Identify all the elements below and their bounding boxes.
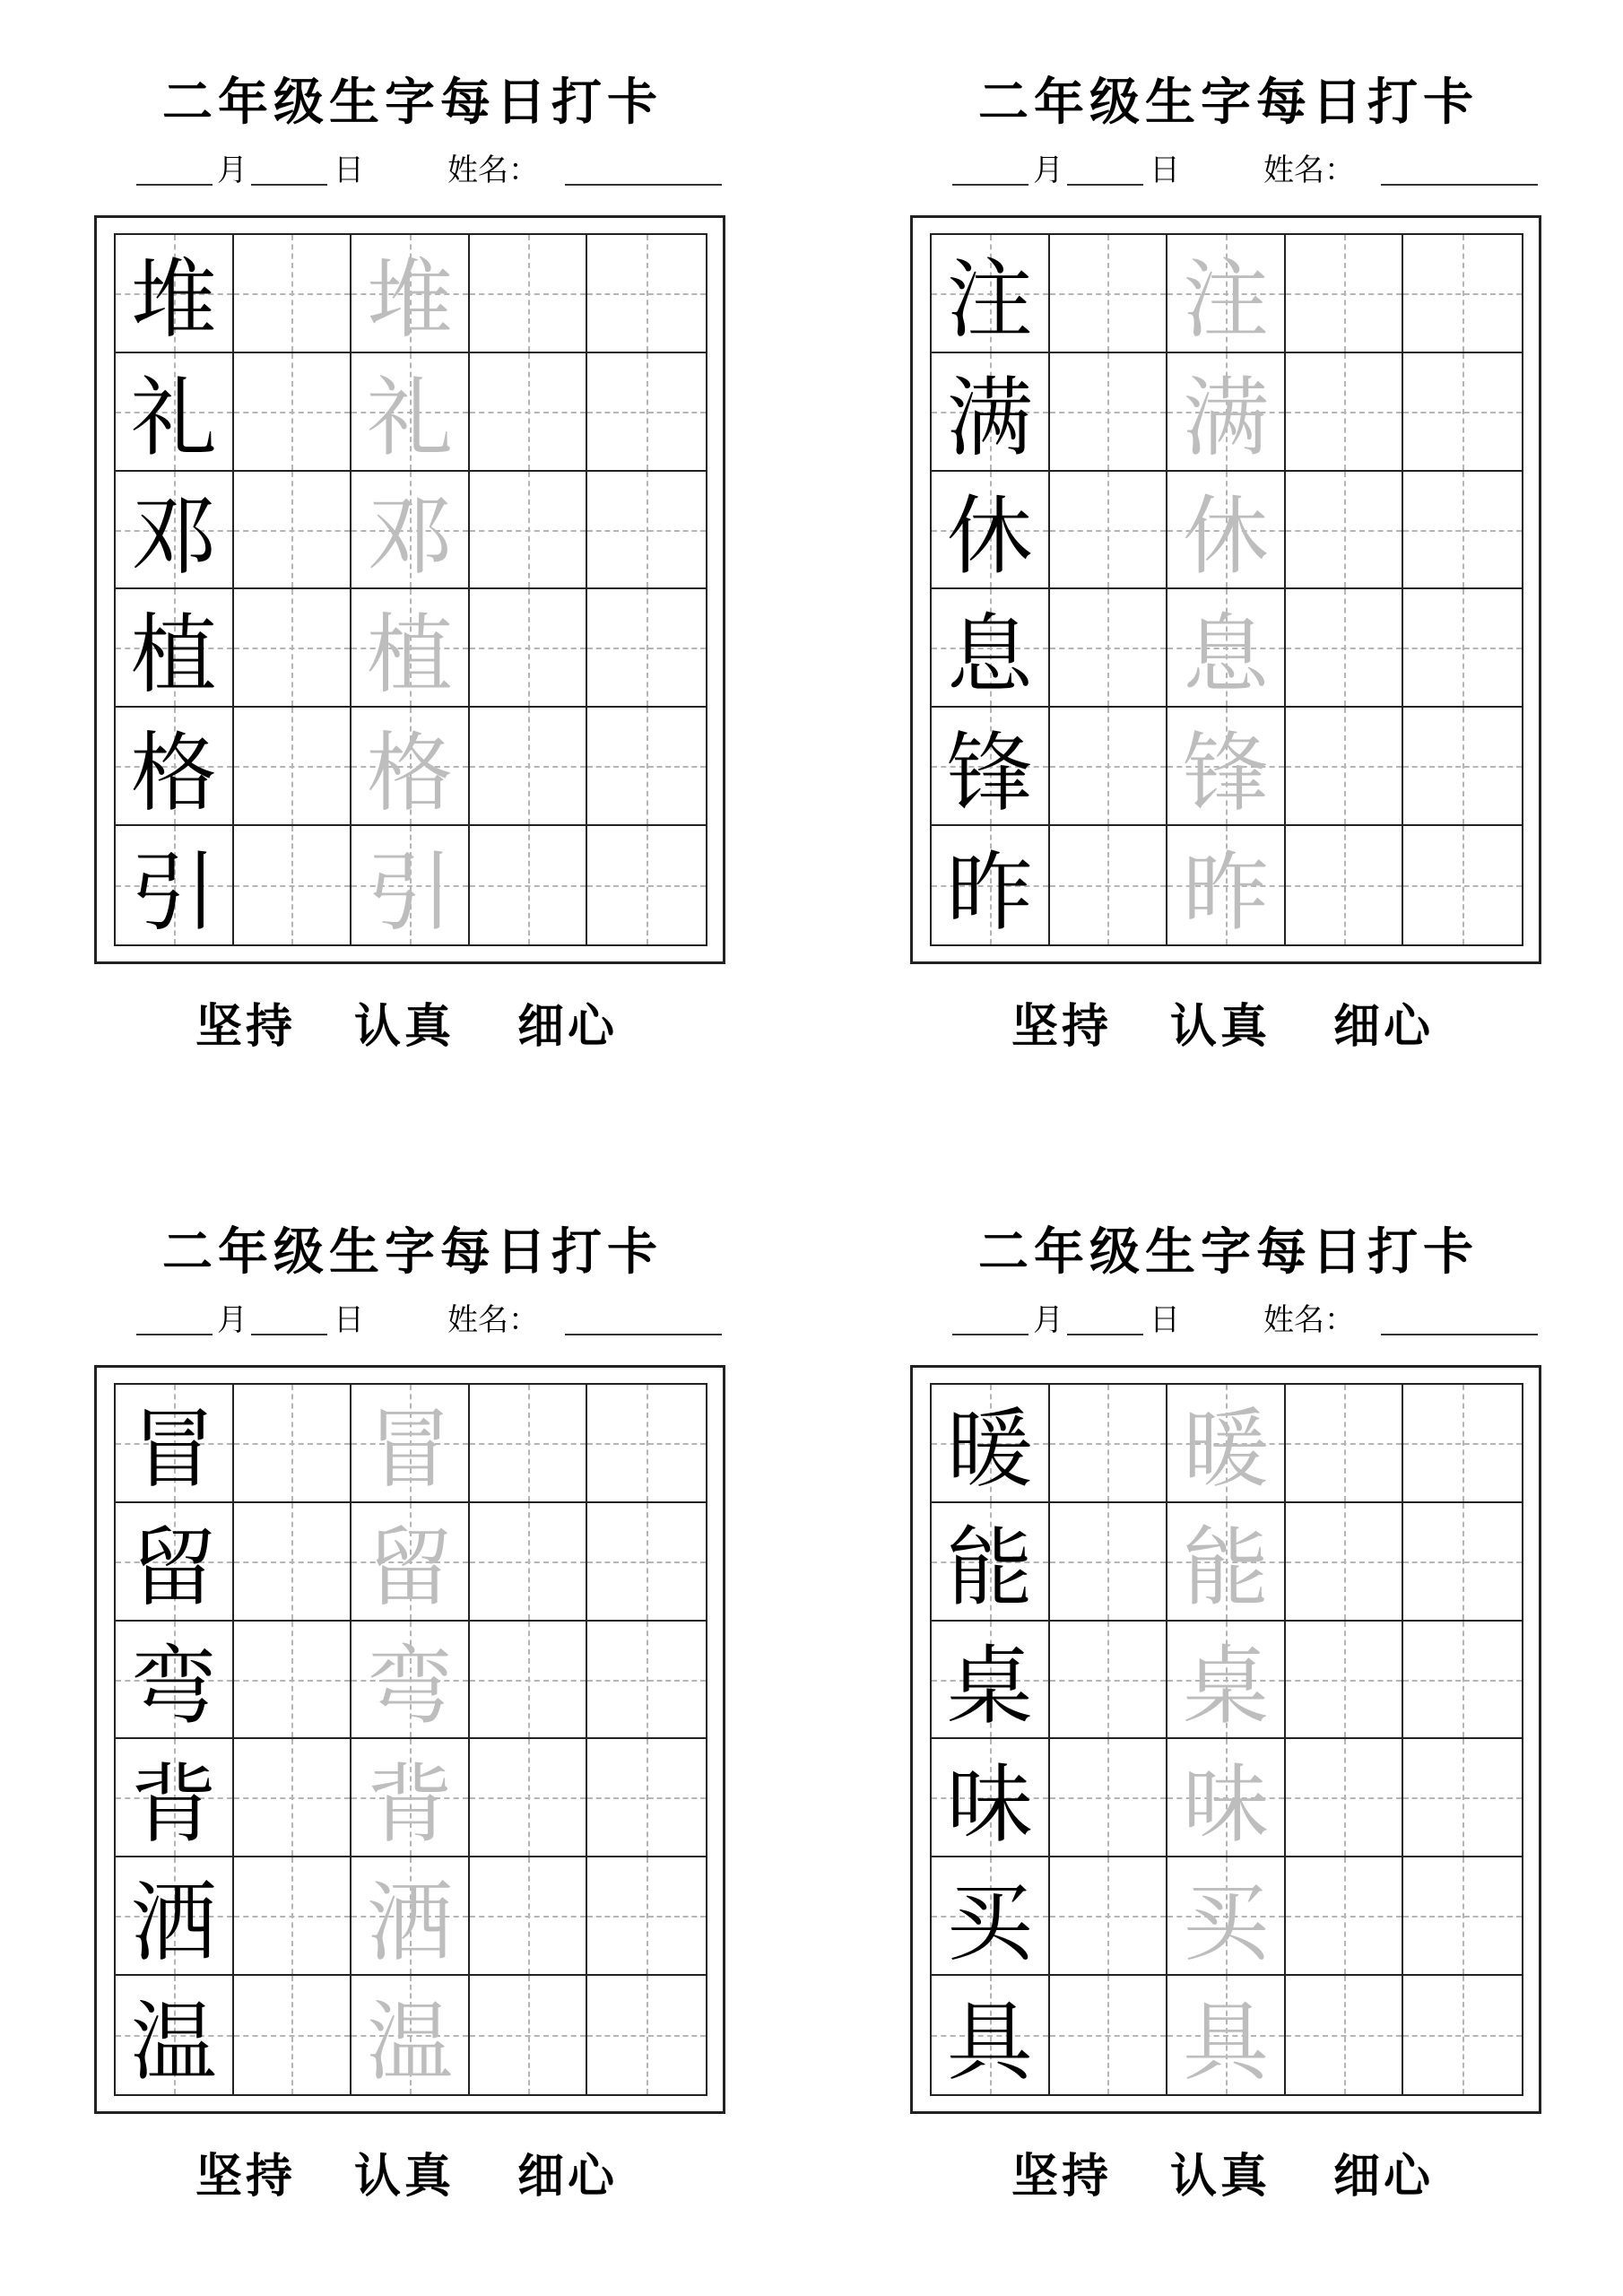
- model-cell: [932, 708, 1050, 826]
- writing-cell[interactable]: [1403, 826, 1522, 944]
- trace-cell[interactable]: [1167, 1976, 1286, 2094]
- practice-sheet: [94, 0, 731, 1054]
- writing-cell[interactable]: [1050, 1857, 1168, 1976]
- trace-cell[interactable]: [1167, 708, 1286, 826]
- model-character: 注: [946, 249, 1033, 351]
- practice-grid-frame: [94, 215, 725, 964]
- trace-character: 格: [366, 722, 453, 823]
- model-character: 引: [130, 841, 217, 943]
- trace-cell[interactable]: [352, 1503, 470, 1622]
- model-character: 礼: [130, 368, 217, 469]
- month-blank[interactable]: [952, 1334, 1028, 1335]
- trace-character: 背: [366, 1753, 453, 1855]
- writing-cell[interactable]: [234, 353, 352, 472]
- model-character: 格: [130, 722, 217, 823]
- model-cell: [116, 1857, 234, 1976]
- trace-cell[interactable]: [1167, 589, 1286, 708]
- writing-cell[interactable]: [1403, 1622, 1522, 1740]
- writing-cell[interactable]: [1050, 472, 1168, 590]
- motto-careful: 认真: [1170, 2150, 1271, 2204]
- name-blank[interactable]: [565, 1334, 722, 1335]
- model-cell: [116, 708, 234, 826]
- writing-cell[interactable]: [1403, 472, 1522, 590]
- practice-sheet: [910, 1150, 1547, 2204]
- model-cell: [116, 353, 234, 472]
- model-character: 买: [946, 1872, 1033, 1973]
- writing-cell[interactable]: [587, 1857, 706, 1976]
- model-character: 昨: [946, 841, 1033, 943]
- trace-cell[interactable]: [1167, 235, 1286, 353]
- practice-sheet: [910, 0, 1547, 1054]
- sheet-title: 二年级生字每日打卡: [978, 1223, 1479, 1282]
- trace-cell[interactable]: [1167, 472, 1286, 590]
- writing-cell[interactable]: [1403, 589, 1522, 708]
- writing-cell[interactable]: [1050, 1622, 1168, 1740]
- sheet-title: 二年级生字每日打卡: [978, 74, 1479, 132]
- model-character: 满: [946, 368, 1033, 469]
- model-cell: [932, 589, 1050, 708]
- trace-character: 礼: [366, 368, 453, 469]
- trace-character: 买: [1182, 1872, 1269, 1973]
- practice-grid: [930, 1383, 1523, 2096]
- model-cell: [932, 826, 1050, 944]
- model-character: 留: [130, 1518, 217, 1619]
- motto-footer: [910, 2145, 1547, 2208]
- day-label: 日: [334, 1302, 364, 1338]
- writing-cell[interactable]: [1050, 708, 1168, 826]
- motto-footer: [94, 2145, 731, 2208]
- writing-cell[interactable]: [1286, 472, 1404, 590]
- writing-cell[interactable]: [470, 1739, 588, 1857]
- writing-cell[interactable]: [1403, 1739, 1522, 1857]
- writing-cell[interactable]: [470, 1857, 588, 1976]
- writing-cell[interactable]: [1286, 1739, 1404, 1857]
- model-character: 堆: [130, 249, 217, 351]
- trace-character: 植: [366, 604, 453, 705]
- model-cell: [932, 1857, 1050, 1976]
- day-label: 日: [1150, 1302, 1180, 1338]
- motto-attentive: 细心: [1333, 1000, 1435, 1054]
- model-cell: [932, 1385, 1050, 1503]
- day-label: 日: [334, 152, 364, 188]
- model-character: 能: [946, 1518, 1033, 1619]
- model-cell: [932, 1739, 1050, 1857]
- trace-character: 满: [1182, 368, 1269, 469]
- motto-careful: 认真: [1170, 1000, 1271, 1054]
- model-character: 味: [946, 1753, 1033, 1855]
- month-blank[interactable]: [136, 1334, 213, 1335]
- writing-cell[interactable]: [1050, 353, 1168, 472]
- writing-cell[interactable]: [1286, 1976, 1404, 2094]
- writing-cell[interactable]: [470, 353, 588, 472]
- trace-cell[interactable]: [352, 472, 470, 590]
- writing-cell[interactable]: [1286, 235, 1404, 353]
- trace-character: 休: [1182, 486, 1269, 587]
- model-character: 息: [946, 604, 1033, 705]
- writing-cell[interactable]: [1286, 1622, 1404, 1740]
- writing-cell[interactable]: [234, 826, 352, 944]
- practice-grid-frame: [910, 1365, 1541, 2114]
- name-blank[interactable]: [1381, 1334, 1538, 1335]
- motto-attentive: 细心: [1333, 2150, 1435, 2204]
- writing-cell[interactable]: [1403, 1385, 1522, 1503]
- model-character: 背: [130, 1753, 217, 1855]
- model-cell: [116, 1976, 234, 2094]
- model-cell: [116, 1622, 234, 1740]
- trace-cell[interactable]: [352, 589, 470, 708]
- practice-grid: [930, 233, 1523, 946]
- writing-cell[interactable]: [234, 1385, 352, 1503]
- motto-persist: 坚持: [195, 1000, 297, 1054]
- model-cell: [932, 235, 1050, 353]
- trace-character: 注: [1182, 249, 1269, 351]
- trace-cell[interactable]: [1167, 826, 1286, 944]
- trace-cell[interactable]: [352, 1857, 470, 1976]
- model-character: 邓: [130, 486, 217, 587]
- writing-cell[interactable]: [1286, 1857, 1404, 1976]
- day-blank[interactable]: [251, 1334, 327, 1335]
- day-label: 日: [1150, 152, 1180, 188]
- trace-cell[interactable]: [352, 1622, 470, 1740]
- model-cell: [116, 826, 234, 944]
- motto-persist: 坚持: [1011, 1000, 1113, 1054]
- practice-grid: [114, 233, 707, 946]
- model-character: 温: [130, 1991, 217, 2092]
- trace-character: 温: [366, 1991, 453, 2092]
- model-character: 暖: [946, 1399, 1033, 1500]
- writing-cell[interactable]: [587, 1385, 706, 1503]
- writing-cell[interactable]: [234, 235, 352, 353]
- trace-cell[interactable]: [1167, 1739, 1286, 1857]
- writing-cell[interactable]: [234, 1976, 352, 2094]
- name-label: 姓名：: [447, 1302, 539, 1338]
- trace-cell[interactable]: [1167, 1503, 1286, 1622]
- writing-cell[interactable]: [1403, 1503, 1522, 1622]
- model-character: 锋: [946, 722, 1033, 823]
- writing-cell[interactable]: [587, 472, 706, 590]
- trace-character: 具: [1182, 1991, 1269, 2092]
- trace-cell[interactable]: [1167, 353, 1286, 472]
- day-blank[interactable]: [1067, 1334, 1143, 1335]
- day-blank[interactable]: [251, 184, 327, 186]
- model-cell: [932, 1503, 1050, 1622]
- motto-persist: 坚持: [1011, 2150, 1113, 2204]
- writing-cell[interactable]: [234, 472, 352, 590]
- writing-cell[interactable]: [470, 589, 588, 708]
- sheet-title: 二年级生字每日打卡: [162, 74, 663, 132]
- writing-cell[interactable]: [1403, 235, 1522, 353]
- writing-cell[interactable]: [587, 1503, 706, 1622]
- writing-cell[interactable]: [470, 1385, 588, 1503]
- model-character: 弯: [130, 1636, 217, 1737]
- trace-cell[interactable]: [352, 708, 470, 826]
- trace-character: 留: [366, 1518, 453, 1619]
- motto-footer: [94, 996, 731, 1058]
- trace-character: 能: [1182, 1518, 1269, 1619]
- trace-character: 邓: [366, 486, 453, 587]
- writing-cell[interactable]: [587, 708, 706, 826]
- model-character: 休: [946, 486, 1033, 587]
- model-character: 桌: [946, 1636, 1033, 1737]
- writing-cell[interactable]: [587, 353, 706, 472]
- trace-character: 洒: [366, 1872, 453, 1973]
- trace-character: 锋: [1182, 722, 1269, 823]
- model-cell: [116, 1503, 234, 1622]
- practice-grid-frame: [94, 1365, 725, 2114]
- writing-cell[interactable]: [234, 1622, 352, 1740]
- day-blank[interactable]: [1067, 184, 1143, 186]
- motto-careful: 认真: [354, 2150, 456, 2204]
- writing-cell[interactable]: [470, 472, 588, 590]
- name-label: 姓名：: [1263, 1302, 1355, 1338]
- model-cell: [116, 235, 234, 353]
- name-label: 姓名：: [1263, 152, 1355, 188]
- name-blank[interactable]: [565, 184, 722, 186]
- trace-character: 暖: [1182, 1399, 1269, 1500]
- trace-character: 冒: [366, 1399, 453, 1500]
- writing-cell[interactable]: [234, 589, 352, 708]
- motto-attentive: 细心: [517, 2150, 619, 2204]
- model-character: 冒: [130, 1399, 217, 1500]
- writing-cell[interactable]: [234, 708, 352, 826]
- trace-cell[interactable]: [1167, 1622, 1286, 1740]
- writing-cell[interactable]: [1286, 1385, 1404, 1503]
- writing-cell[interactable]: [234, 1503, 352, 1622]
- date-name-line: [136, 148, 728, 193]
- trace-cell[interactable]: [352, 1385, 470, 1503]
- writing-cell[interactable]: [1403, 1976, 1522, 2094]
- writing-cell[interactable]: [1286, 708, 1404, 826]
- trace-cell[interactable]: [352, 353, 470, 472]
- writing-cell[interactable]: [470, 1622, 588, 1740]
- trace-character: 弯: [366, 1636, 453, 1737]
- model-cell: [116, 472, 234, 590]
- month-blank[interactable]: [136, 184, 213, 186]
- writing-cell[interactable]: [1050, 826, 1168, 944]
- writing-cell[interactable]: [1286, 589, 1404, 708]
- model-character: 具: [946, 1991, 1033, 2092]
- trace-character: 引: [366, 841, 453, 943]
- motto-careful: 认真: [354, 1000, 456, 1054]
- writing-cell[interactable]: [470, 1503, 588, 1622]
- writing-cell[interactable]: [470, 235, 588, 353]
- model-cell: [116, 1739, 234, 1857]
- model-cell: [932, 472, 1050, 590]
- month-label: 月: [217, 1302, 247, 1338]
- writing-cell[interactable]: [1050, 589, 1168, 708]
- date-name-line: [952, 1298, 1544, 1343]
- model-cell: [932, 353, 1050, 472]
- writing-cell[interactable]: [1286, 1503, 1404, 1622]
- name-blank[interactable]: [1381, 184, 1538, 186]
- writing-cell[interactable]: [1403, 1857, 1522, 1976]
- writing-cell[interactable]: [1050, 1503, 1168, 1622]
- trace-character: 味: [1182, 1753, 1269, 1855]
- date-name-line: [136, 1298, 728, 1343]
- writing-cell[interactable]: [234, 1857, 352, 1976]
- writing-cell[interactable]: [587, 1622, 706, 1740]
- writing-cell[interactable]: [587, 589, 706, 708]
- model-character: 植: [130, 604, 217, 705]
- writing-cell[interactable]: [587, 826, 706, 944]
- writing-cell[interactable]: [1050, 1385, 1168, 1503]
- writing-cell[interactable]: [470, 826, 588, 944]
- practice-grid-frame: [910, 215, 1541, 964]
- writing-cell[interactable]: [470, 1976, 588, 2094]
- name-label: 姓名：: [447, 152, 539, 188]
- writing-cell[interactable]: [587, 235, 706, 353]
- writing-cell[interactable]: [1286, 826, 1404, 944]
- trace-cell[interactable]: [352, 826, 470, 944]
- trace-cell[interactable]: [352, 1976, 470, 2094]
- writing-cell[interactable]: [470, 708, 588, 826]
- writing-cell[interactable]: [587, 1739, 706, 1857]
- trace-character: 桌: [1182, 1636, 1269, 1737]
- writing-cell[interactable]: [1050, 235, 1168, 353]
- writing-cell[interactable]: [234, 1739, 352, 1857]
- month-label: 月: [1033, 152, 1063, 188]
- practice-grid: [114, 1383, 707, 2096]
- sheet-title: 二年级生字每日打卡: [162, 1223, 663, 1282]
- month-blank[interactable]: [952, 184, 1028, 186]
- model-character: 洒: [130, 1872, 217, 1973]
- model-cell: [932, 1976, 1050, 2094]
- trace-cell[interactable]: [1167, 1857, 1286, 1976]
- writing-cell[interactable]: [587, 1976, 706, 2094]
- trace-cell[interactable]: [352, 235, 470, 353]
- trace-cell[interactable]: [1167, 1385, 1286, 1503]
- writing-cell[interactable]: [1050, 1976, 1168, 2094]
- writing-cell[interactable]: [1050, 1739, 1168, 1857]
- model-cell: [116, 589, 234, 708]
- motto-persist: 坚持: [195, 2150, 297, 2204]
- writing-cell[interactable]: [1403, 353, 1522, 472]
- motto-footer: [910, 996, 1547, 1058]
- model-cell: [932, 1622, 1050, 1740]
- motto-attentive: 细心: [517, 1000, 619, 1054]
- date-name-line: [952, 148, 1544, 193]
- month-label: 月: [1033, 1302, 1063, 1338]
- model-cell: [116, 1385, 234, 1503]
- trace-character: 堆: [366, 249, 453, 351]
- month-label: 月: [217, 152, 247, 188]
- writing-cell[interactable]: [1403, 708, 1522, 826]
- practice-sheet: [94, 1150, 731, 2204]
- writing-cell[interactable]: [1286, 353, 1404, 472]
- trace-cell[interactable]: [352, 1739, 470, 1857]
- trace-character: 息: [1182, 604, 1269, 705]
- trace-character: 昨: [1182, 841, 1269, 943]
